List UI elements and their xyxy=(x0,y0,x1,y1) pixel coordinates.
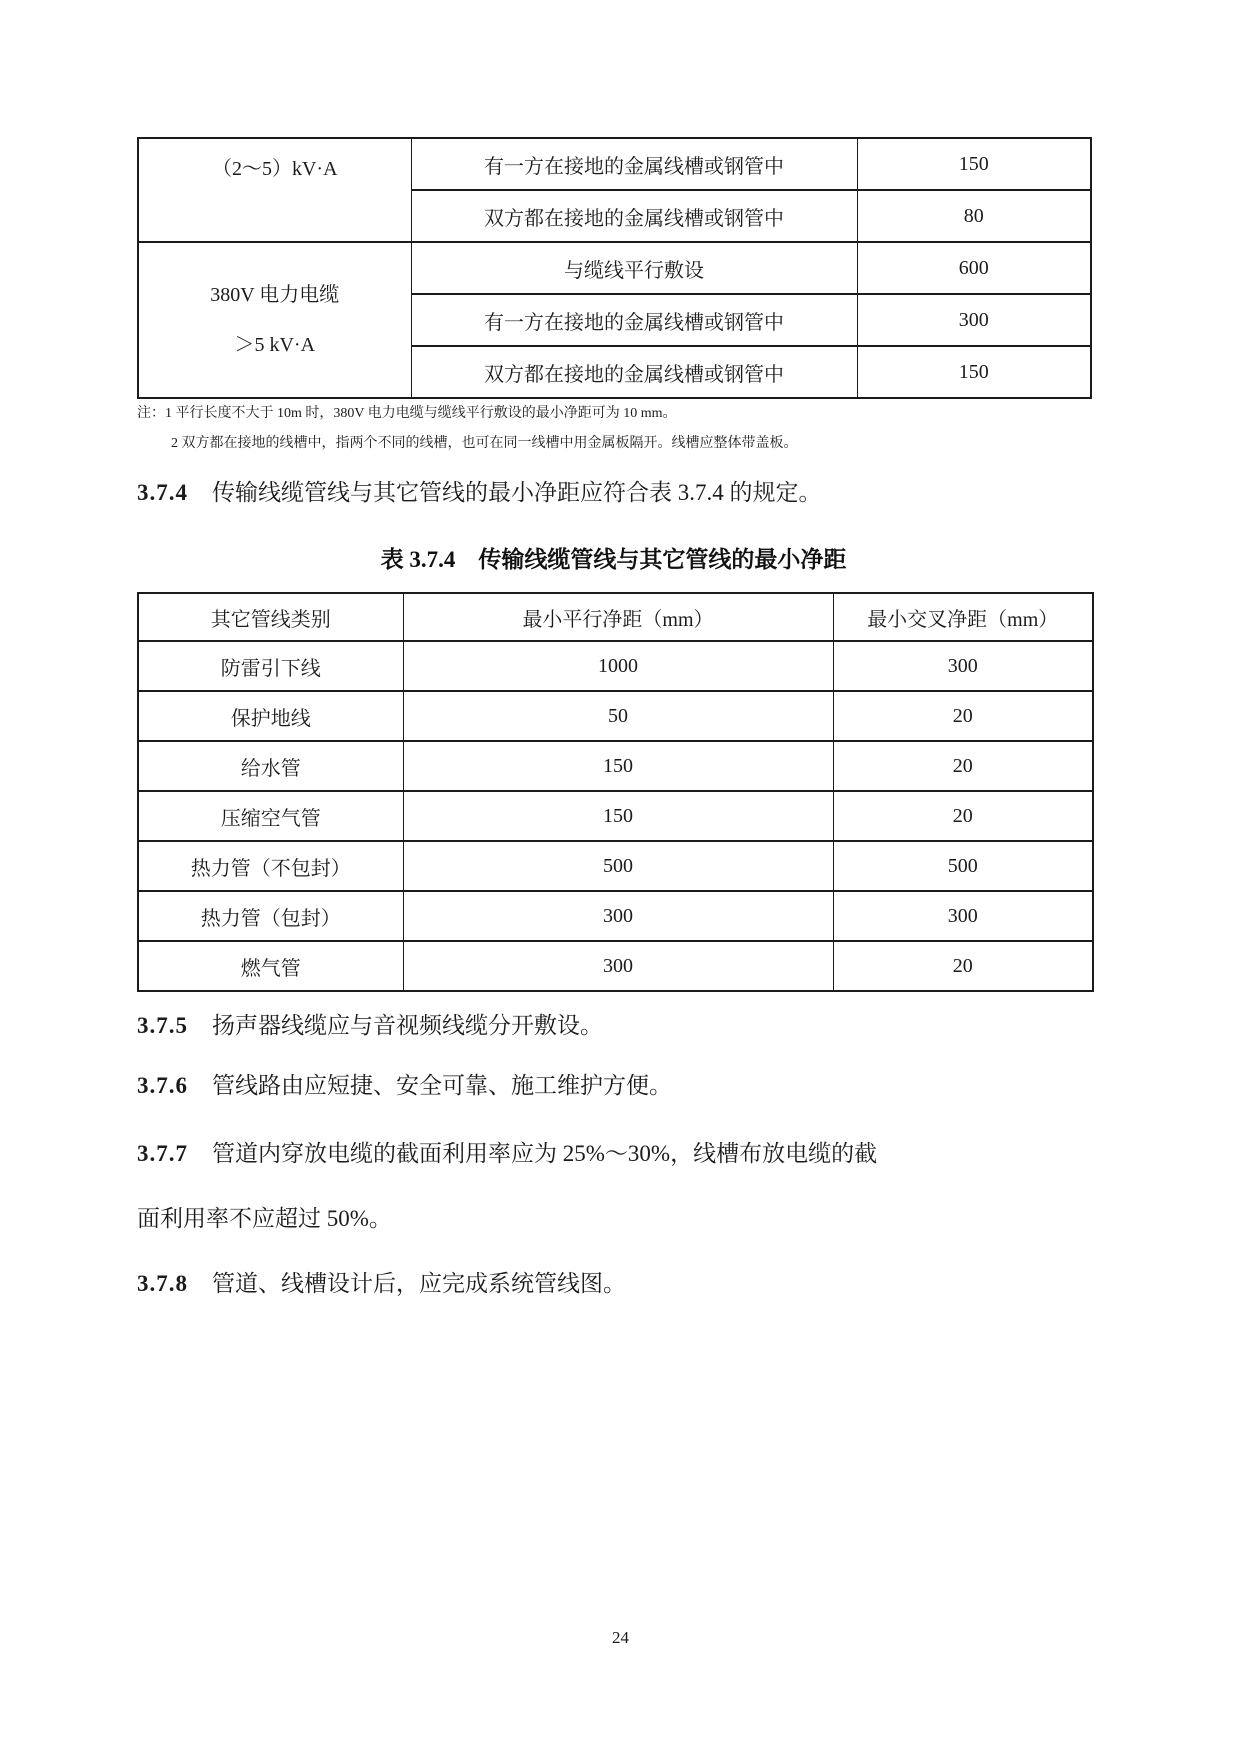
note-text: 2 双方都在接地的线槽中，指两个不同的线槽，也可在同一线槽中用金属板隔开。线槽应整体带盖板。 xyxy=(171,436,798,451)
condition-cell: 有一方在接地的金属线槽或钢管中 xyxy=(411,294,857,346)
header-cross-clearance: 最小交叉净距（mm） xyxy=(833,593,1093,641)
cable-type-line2: ＞5 kV·A xyxy=(234,334,316,356)
value-cell: 80 xyxy=(857,190,1091,242)
value-cell: 150 xyxy=(857,138,1091,190)
parallel-value-cell: 150 xyxy=(403,741,833,791)
cross-value-cell: 20 xyxy=(833,791,1093,841)
pipeline-clearance-table xyxy=(137,592,1094,992)
clause-text: 传输线缆管线与其它管线的最小净距应符合表 3.7.4 的规定。 xyxy=(212,480,822,505)
cable-type-cell xyxy=(138,242,411,398)
table-header-row xyxy=(138,593,1093,641)
header-parallel-clearance: 最小平行净距（mm） xyxy=(403,593,833,641)
table-note-2 xyxy=(171,434,798,454)
power-cable-clearance-table xyxy=(137,137,1092,399)
parallel-value-cell: 500 xyxy=(403,841,833,891)
clause-3-7-7 xyxy=(137,1121,1107,1251)
note-text: 1 平行长度不大于 10m 时，380V 电力电缆与缆线平行敷设的最小净距可为 10 mm。 xyxy=(165,406,677,421)
pipeline-type-cell: 压缩空气管 xyxy=(138,791,403,841)
table-note-1 xyxy=(137,404,677,424)
table-row xyxy=(138,891,1093,941)
table-row xyxy=(138,841,1093,891)
condition-cell: 与缆线平行敷设 xyxy=(411,242,857,294)
condition-cell: 有一方在接地的金属线槽或钢管中 xyxy=(411,138,857,190)
condition-cell: 双方都在接地的金属线槽或钢管中 xyxy=(411,190,857,242)
cross-value-cell: 20 xyxy=(833,941,1093,991)
clause-3-7-4 xyxy=(137,478,1107,508)
clause-number: 3.7.4 xyxy=(137,480,188,505)
value-cell: 300 xyxy=(857,294,1091,346)
page-number: 24 xyxy=(612,1628,629,1647)
table-row xyxy=(138,941,1093,991)
clause-number: 3.7.7 xyxy=(137,1141,188,1166)
pipeline-type-cell: 热力管（包封） xyxy=(138,891,403,941)
note-label: 注： xyxy=(137,406,165,421)
clause-3-7-6 xyxy=(137,1071,1107,1101)
cross-value-cell: 500 xyxy=(833,841,1093,891)
table-row xyxy=(138,641,1093,691)
clause-text: 管道、线槽设计后，应完成系统管线图。 xyxy=(212,1271,626,1296)
clause-number: 3.7.5 xyxy=(137,1013,188,1038)
cable-type-line1: 380V 电力电缆 xyxy=(210,284,340,306)
cable-type-cell: （2～5）kV·A xyxy=(138,138,411,242)
parallel-value-cell: 1000 xyxy=(403,641,833,691)
table-3-7-4-title: 表 3.7.4 传输线缆管线与其它管线的最小净距 xyxy=(380,547,847,572)
clause-text-line2: 面利用率不应超过 50%。 xyxy=(137,1206,392,1231)
parallel-value-cell: 50 xyxy=(403,691,833,741)
table-row xyxy=(138,242,1091,294)
clause-text: 管线路由应短捷、安全可靠、施工维护方便。 xyxy=(212,1073,672,1098)
table-row xyxy=(138,791,1093,841)
parallel-value-cell: 150 xyxy=(403,791,833,841)
clause-text-line1: 管道内穿放电缆的截面利用率应为 25%～30%，线槽布放电缆的截 xyxy=(212,1141,878,1166)
pipeline-type-cell: 燃气管 xyxy=(138,941,403,991)
clause-3-7-8 xyxy=(137,1269,1107,1299)
cross-value-cell: 20 xyxy=(833,691,1093,741)
condition-cell: 双方都在接地的金属线槽或钢管中 xyxy=(411,346,857,398)
table-row xyxy=(138,691,1093,741)
parallel-value-cell: 300 xyxy=(403,891,833,941)
pipeline-type-cell: 热力管（不包封） xyxy=(138,841,403,891)
header-pipeline-type: 其它管线类别 xyxy=(138,593,403,641)
value-cell: 600 xyxy=(857,242,1091,294)
cross-value-cell: 20 xyxy=(833,741,1093,791)
table-row xyxy=(138,741,1093,791)
cross-value-cell: 300 xyxy=(833,891,1093,941)
pipeline-type-cell: 给水管 xyxy=(138,741,403,791)
value-cell: 150 xyxy=(857,346,1091,398)
table-row xyxy=(138,138,1091,190)
clause-number: 3.7.8 xyxy=(137,1271,188,1296)
clause-text: 扬声器线缆应与音视频线缆分开敷设。 xyxy=(212,1013,603,1038)
cross-value-cell: 300 xyxy=(833,641,1093,691)
clause-number: 3.7.6 xyxy=(137,1073,188,1098)
clause-3-7-5 xyxy=(137,1011,1107,1041)
pipeline-type-cell: 防雷引下线 xyxy=(138,641,403,691)
parallel-value-cell: 300 xyxy=(403,941,833,991)
pipeline-type-cell: 保护地线 xyxy=(138,691,403,741)
